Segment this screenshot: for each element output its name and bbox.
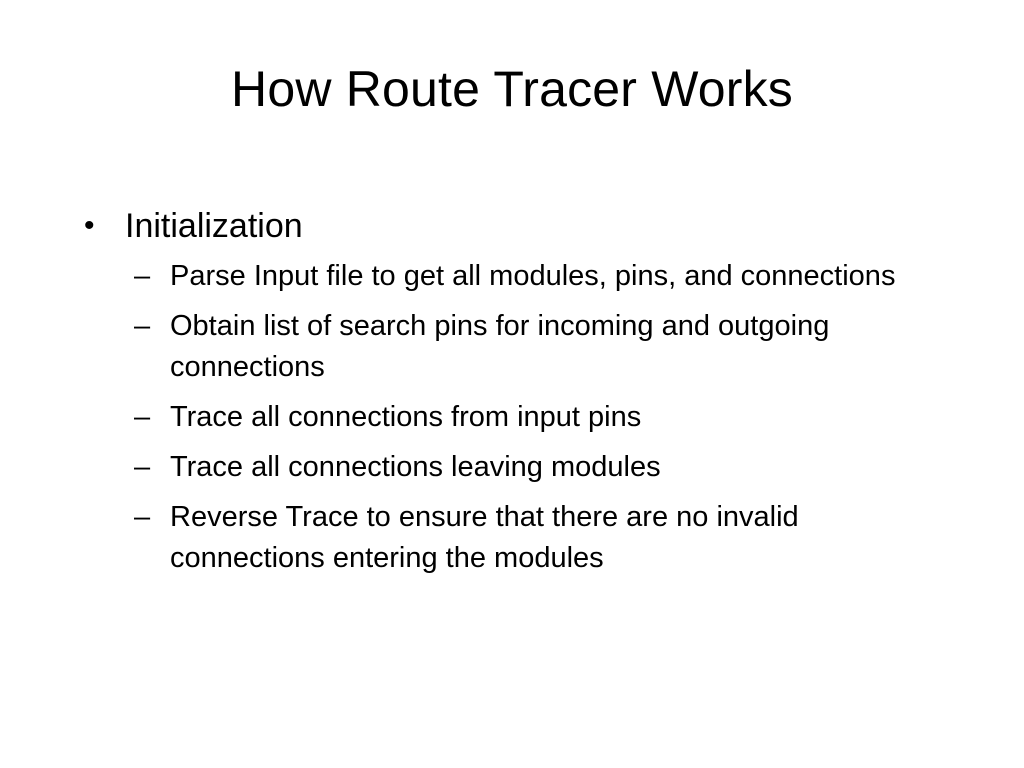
slide-title: How Route Tracer Works [231, 61, 793, 117]
sub-bullet-text: Trace all connections leaving modules [170, 451, 661, 483]
sub-bullet-item [134, 256, 960, 297]
sub-bullet-text: Parse Input file to get all modules, pins, and connections [170, 260, 896, 292]
sub-bullet-text: Trace all connections from input pins [170, 401, 642, 433]
dash-bullet-icon: – [134, 401, 151, 433]
sub-bullet-item [134, 306, 960, 388]
dash-bullet-icon: – [134, 260, 151, 292]
sub-bullet-text: Reverse Trace to ensure that there are no invalid connections entering the modules [170, 501, 799, 574]
sub-bullet-item [134, 397, 960, 438]
slide-body [84, 202, 984, 588]
sub-bullet-item [134, 447, 960, 488]
sub-bullet-list [84, 256, 984, 579]
sub-bullet-text: Obtain list of search pins for incoming and outgoing connections [170, 310, 830, 383]
bullet-item-initialization [84, 202, 984, 250]
sub-bullet-item [134, 497, 960, 579]
bullet-text: Initialization [125, 207, 303, 245]
dash-bullet-icon: – [134, 310, 151, 342]
dash-bullet-icon: – [134, 501, 151, 533]
dash-bullet-icon: – [134, 451, 151, 483]
bullet-dot-icon: • [84, 209, 95, 242]
